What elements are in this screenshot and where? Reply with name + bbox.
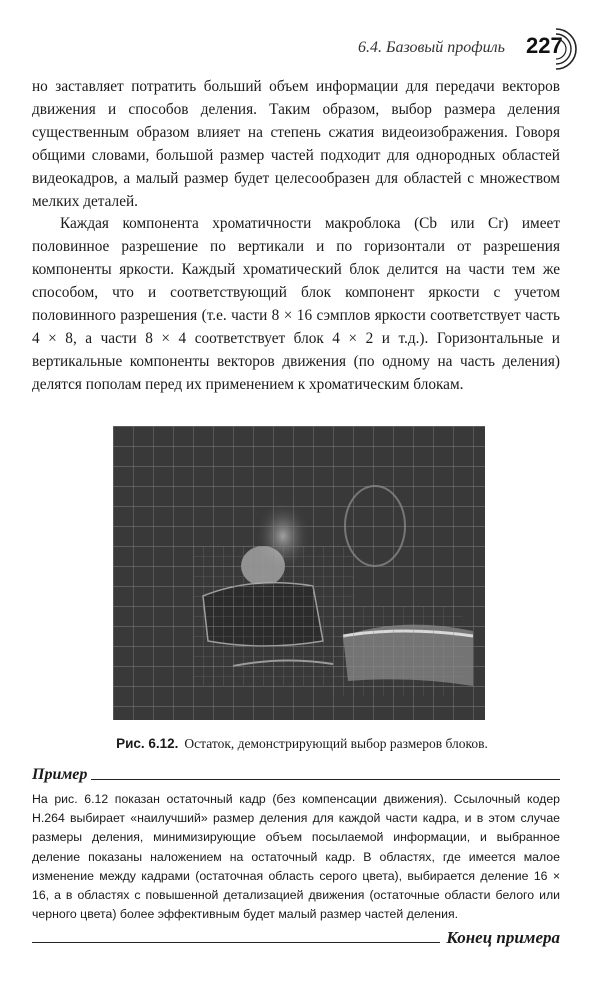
example-title: Пример: [32, 766, 88, 783]
paragraph: Каждая компонента хроматичности макроблока (Cb или Cr) имеет половинное разрешение по вертикали и по горизонтали от разрешения компоненты яркости. Каждый хроматический блок делится на части тем же способом, что и соответствующий блок компонент яркости с учетом половинного разрешения (т.е. части 8 × 16 сэмплов яркости соответствует часть 4 × 8, а части 8 × 4 соответствует блок 4 × 2 и т.д.). Горизонтальные и вертикальные компоненты векторов движения (по одному на часть деления) делятся пополам перед их применением к хроматическим блокам.: [32, 215, 560, 393]
example-divider: [91, 779, 560, 780]
caption-label: Рис. 6.12.: [116, 736, 179, 751]
paragraph: но заставляет потратить больший объем информации для передачи векторов движения и способов деления. Таким образом, выбор размера деления существенным образом влияет на степень сжатия видеоизображения. Говоря общими словами, большой размер частей подходит для однородных областей видеокадров, а малый размер будет целесообразен для областей с множеством мелких деталей.: [32, 78, 560, 210]
example-body: [32, 790, 560, 924]
caption-text: Остаток, демонстрирующий выбор размеров блоков.: [184, 736, 488, 751]
residual-frame-image: [113, 426, 485, 720]
figure-caption: [30, 736, 574, 752]
residual-frame-figure: [113, 426, 485, 720]
example-header: [32, 766, 560, 784]
page-number: 227: [526, 33, 563, 58]
example-footer: [32, 928, 560, 948]
page-number-swirl-icon: [552, 25, 582, 73]
example-end-title: Конец примера: [446, 928, 560, 947]
body-text: [32, 76, 560, 397]
page-header: [340, 33, 580, 73]
example-end-divider: [32, 942, 440, 943]
example-text: На рис. 6.12 показан остаточный кадр (без компенсации движения). Ссылочный кодер H.264 выбирает «наилучший» размер деления для каждой части кадра, и в этом случае размеры деления, минимизирующие объем посылаемой информации, и выбранное деление показаны наложением на остаточный кадр. В областях, где имеется малое изменение между кадрами (остаточная область серого цвета), выбирается деление 16 × 16, а в областях с повышенной детализацией движения (остаточные области белого или черного цвета) более эффективным будет малый размер частей деления.: [32, 792, 560, 922]
running-head: 6.4. Базовый профиль: [358, 39, 505, 56]
